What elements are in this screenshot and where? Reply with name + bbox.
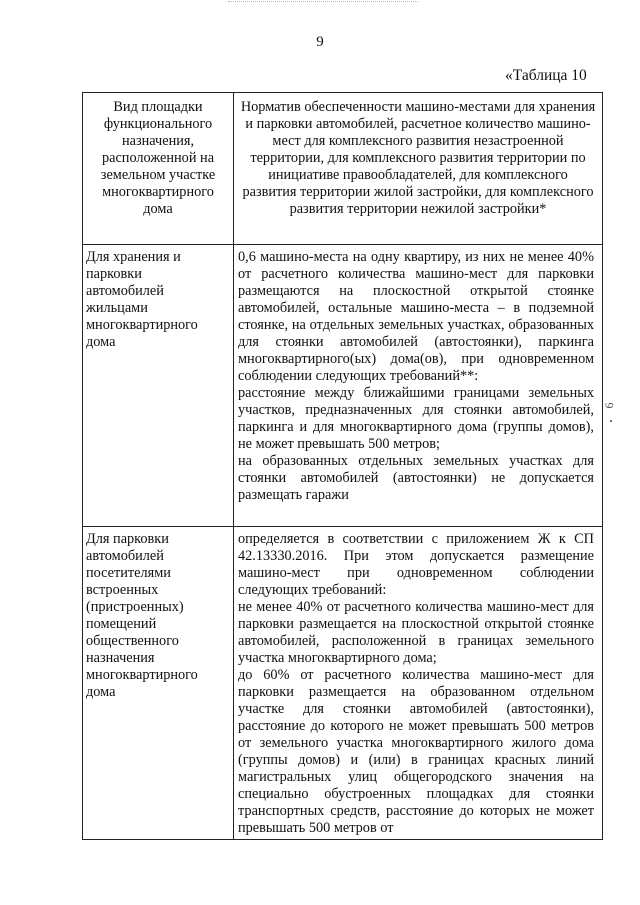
norm-paragraph: не менее 40% от расчетного количества машино-мест для парковки размещается на плоскостной открытой стоянке автомобилей, расположенной в границах земельного участка многоквартирного дома;: [238, 599, 594, 666]
table-row: [83, 527, 603, 840]
norm-paragraph: на образованных отдельных земельных участках для стоянки автомобилей (автостоянки) не допускается размещать гаражи: [238, 453, 594, 503]
norm-paragraph: определяется в соответствии с приложением Ж к СП 42.13330.2016. При этом допускается размещение машино-мест при одновременном соблюдении следующих требований:: [238, 531, 594, 598]
type-line: многоквартирного: [86, 667, 198, 683]
header-line: расположенной на: [101, 150, 215, 166]
type-line: Для парковки: [86, 531, 169, 547]
type-line: помещений: [86, 616, 157, 632]
type-line: общественного: [86, 633, 179, 649]
norm-paragraph: расстояние между ближайшими границами земельных участков, предназначенных для стоянки автомобилей, паркинга и для многоквартирного дома (группы домов), не может превышать 500 метров;: [238, 385, 594, 452]
type-line: Для хранения и: [86, 249, 181, 265]
type-line: встроенных: [86, 582, 159, 598]
margin-dot: [610, 420, 612, 422]
header-line: Вид площадки: [113, 99, 203, 115]
row-norm-cell: [234, 527, 603, 840]
header-line: дома: [143, 201, 173, 217]
type-line: жильцами: [86, 300, 148, 316]
margin-mark: 9: [602, 402, 617, 409]
type-line: многоквартирного: [86, 317, 198, 333]
type-line: автомобилей: [86, 283, 164, 299]
row-type-cell: [83, 527, 234, 840]
parking-norms-table: [82, 92, 603, 840]
header-line: функционального: [103, 116, 213, 132]
header-line: многоквартирного: [102, 184, 214, 200]
header-cell-site-type: [83, 93, 234, 245]
type-line: назначения: [86, 650, 155, 666]
norm-paragraph: 0,6 машино-места на одну квартиру, из них не менее 40% от расчетного количества машино-мест для парковки размещаются на плоскостной открытой стоянке автомобилей, остальные машино-места – в подземной стоянке, на отдельных земельных участках, образованных для стоянки автомобилей (автостоянки), паркинга многоквартирного(ых) дома(ов), при одновременном соблюдении следующих требований**:: [238, 249, 594, 384]
type-line: дома: [86, 684, 116, 700]
table-caption: «Таблица 10: [505, 67, 587, 84]
type-line: посетителями: [86, 565, 171, 581]
top-scan-artifact: [228, 1, 418, 7]
norm-paragraph: до 60% от расчетного количества машино-мест для парковки размещается на образованном отдельном участке для стоянки автомобилей (автостоянки), расстояние до которого не может превышать 500 метров от земельного участка многоквартирного жилого дома (группы домов) и (или) в границах красных линий магистральных улиц общегородского значения на специально обустроенных площадках для стоянки транспортных средств, расстояние до которых не может превышать 500 метров от: [238, 667, 594, 836]
header-line: земельном участке: [100, 167, 216, 183]
row-norm-cell: [234, 245, 603, 527]
header-line: назначения,: [121, 133, 195, 149]
row-type-cell: [83, 245, 234, 527]
type-line: дома: [86, 334, 116, 350]
type-line: парковки: [86, 266, 142, 282]
header-cell-norm: Норматив обеспеченности машино-местами для хранения и парковки автомобилей, расчетное количество машино-мест для комплексного развития незастроенной территории, для комплексного развития территории по инициативе правообладателей, для комплексного развития территории жилой застройки, для комплексного развития территории нежилой застройки*: [234, 93, 603, 245]
table-row: [83, 245, 603, 527]
table-header-row: [83, 93, 603, 245]
type-line: автомобилей: [86, 548, 164, 564]
type-line: (пристроенных): [86, 599, 184, 615]
page-number: 9: [316, 34, 324, 50]
